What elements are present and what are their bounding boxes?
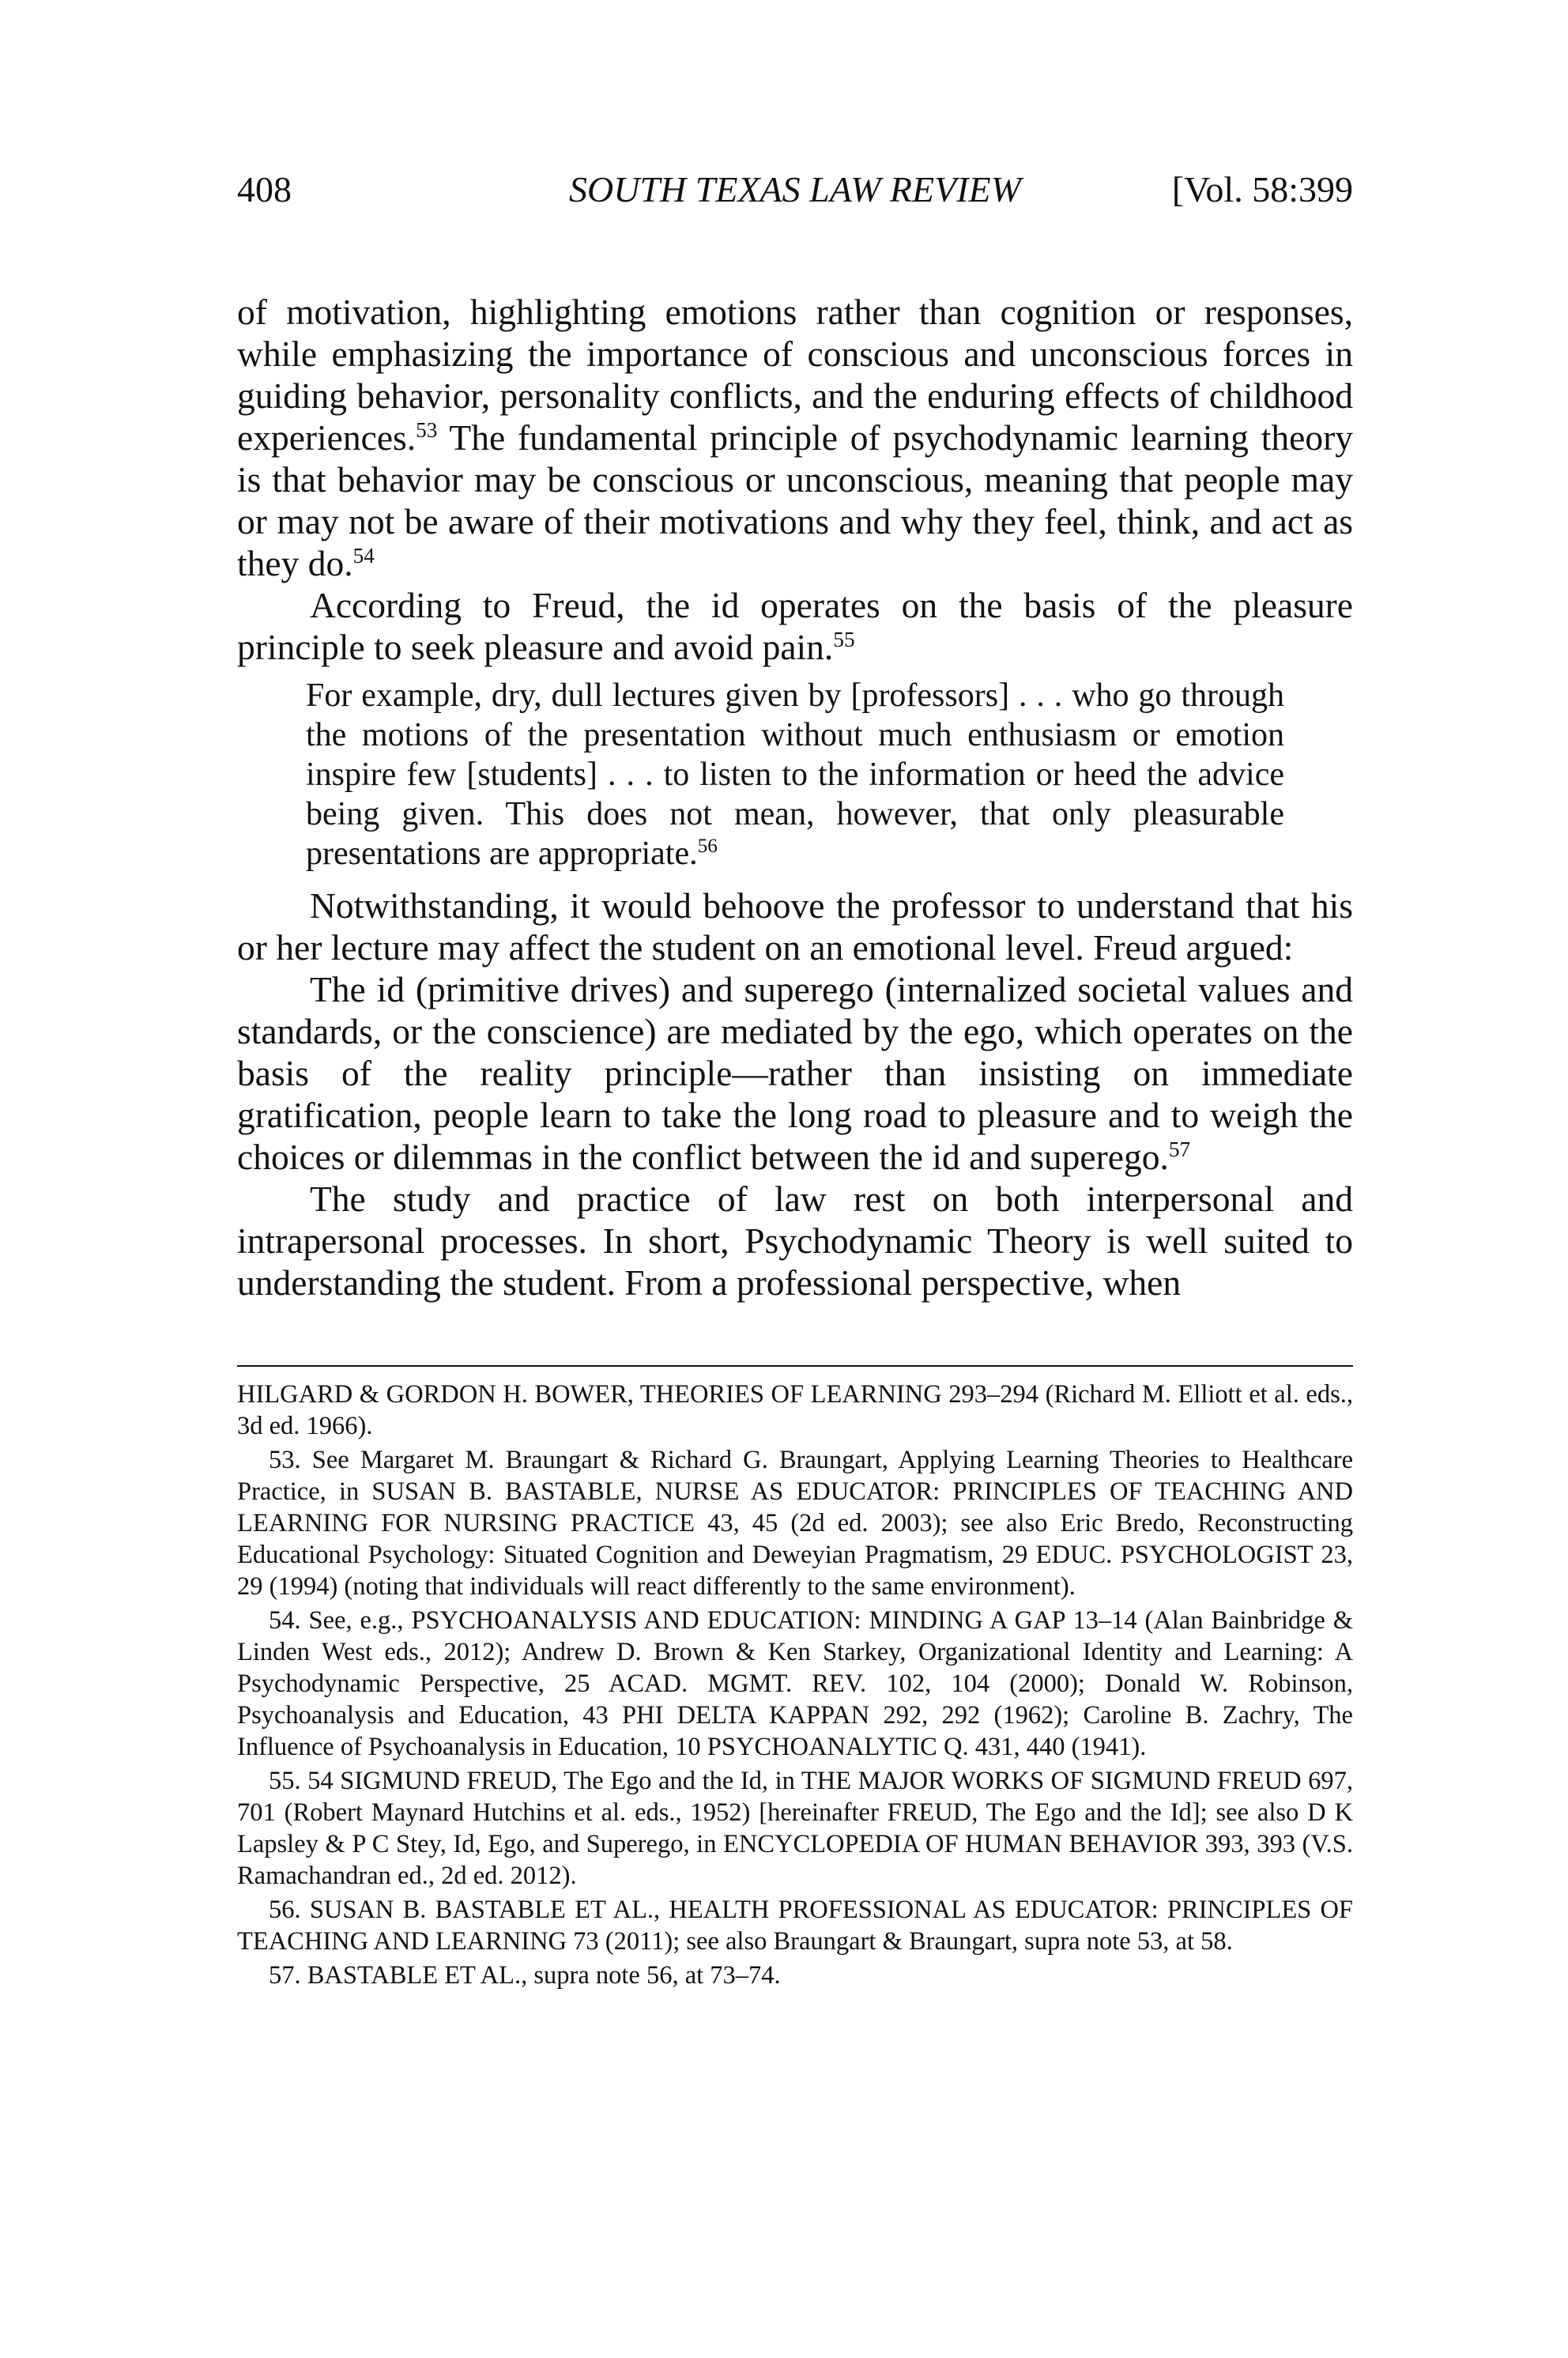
footnote-55: 55. 54 SIGMUND FREUD, The Ego and the Id, in THE MAJOR WORKS OF SIGMUND FREUD 697, 701 (Robert Maynard Hutchins et al. eds., 1952) [hereinafter FREUD, The Ego and the Id]; see also D K Lapsley & P C Stey, Id, Ego, and Superego, in ENCYCLOPEDIA OF HUMAN BEHAVIOR 393, 393 (V.S. Ramachandran ed., 2d ed. 2012). [237, 1767, 1353, 1890]
paragraph-3-text: Notwithstanding, it would behoove the professor to understand that his or her lecture may affect the student on an emotional level. Freud argued: [237, 885, 1353, 968]
footnote-ref-56[interactable]: 56 [697, 836, 718, 857]
footnote-ref-54[interactable]: 54 [352, 543, 375, 568]
footnote-ref-57[interactable]: 57 [1168, 1137, 1191, 1161]
footnote-57: 57. BASTABLE ET AL., supra note 56, at 73–74. [269, 1961, 781, 1990]
paragraph-5-text: The study and practice of law rest on both interpersonal and intrapersonal processes. In short, Psychodynamic Theory is well suited to understanding the student. From a professional perspective, when [237, 1179, 1353, 1303]
footnote-ref-55[interactable]: 55 [833, 627, 855, 651]
footnotes [237, 1379, 1353, 1994]
paragraph-1 [237, 291, 1353, 584]
footnote-ref-53[interactable]: 53 [416, 417, 438, 442]
paragraph-2 [237, 584, 1353, 668]
page-number: 408 [237, 169, 292, 209]
paragraph-1-text-2: The fundamental principle of psychodynamic learning theory is that behavior may be conscious or unconscious, meaning that people may or may not be aware of their motivations and why they feel, think, and act as they do. [237, 417, 1353, 583]
paragraph-1-text: of motivation, highlighting emotions rather than cognition or responses, while emphasizing the importance of conscious and unconscious forces in guiding behavior, personality conflicts, and the enduring effects of childhood experiences. [237, 292, 1353, 458]
footnote-56: 56. SUSAN B. BASTABLE ET AL., HEALTH PROFESSIONAL AS EDUCATOR: PRINCIPLES OF TEACHING AND LEARNING 73 (2011); see also Braungart & Braungart, supra note 53, at 58. [237, 1896, 1353, 1956]
block-quote [306, 676, 1284, 873]
block-quote-text: For example, dry, dull lectures given by [professors] . . . who go through the motions of the presentation without much enthusiasm or emotion inspire few [students] . . . to listen to the information or heed the advice being given. This does not mean, however, that only pleasurable presentations are appropriate. [306, 677, 1284, 872]
footnote-continuation: HILGARD & GORDON H. BOWER, THEORIES OF LEARNING 293–294 (Richard M. Elliott et al. eds., 3d ed. 1966). [237, 1380, 1353, 1440]
paragraph-2-text: According to Freud, the id operates on the basis of the pleasure principle to seek pleasure and avoid pain. [237, 585, 1353, 667]
paragraph-5 [237, 1178, 1353, 1304]
paragraph-3 [237, 885, 1353, 968]
journal-title: SOUTH TEXAS LAW REVIEW [569, 169, 1021, 209]
footnote-53: 53. See Margaret M. Braungart & Richard G. Braungart, Applying Learning Theories to Healthcare Practice, in SUSAN B. BASTABLE, NURSE AS EDUCATOR: PRINCIPLES OF TEACHING AND LEARNING FOR NURSING PRACTICE 43, 45 (2d ed. 2003); see also Eric Bredo, Reconstructing Educational Psychology: Situated Cognition and Deweyian Pragmatism, 29 EDUC. PSYCHOLOGIST 23, 29 (1994) (noting that individuals will react differently to the same environment). [237, 1446, 1353, 1601]
paragraph-4-text: The id (primitive drives) and superego (internalized societal values and standards, or the conscience) are mediated by the ego, which operates on the basis of the reality principle—rather than insisting on immediate gratification, people learn to take the long road to pleasure and to weigh the choices or dilemmas in the conflict between the id and superego. [237, 969, 1353, 1177]
footnote-divider [237, 1365, 1353, 1367]
paragraph-4 [237, 968, 1353, 1178]
running-header [237, 166, 1353, 213]
volume-citation: [Vol. 58:399 [1171, 169, 1353, 209]
main-text [237, 291, 1353, 1304]
footnote-54: 54. See, e.g., PSYCHOANALYSIS AND EDUCATION: MINDING A GAP 13–14 (Alan Bainbridge & Linden West eds., 2012); Andrew D. Brown & Ken Starkey, Organizational Identity and Learning: A Psychodynamic Perspective, 25 ACAD. MGMT. REV. 102, 104 (2000); Donald W. Robinson, Psychoanalysis and Education, 43 PHI DELTA KAPPAN 292, 292 (1962); Caroline B. Zachry, The Influence of Psychoanalysis in Education, 10 PSYCHOANALYTIC Q. 431, 440 (1941). [237, 1606, 1353, 1761]
